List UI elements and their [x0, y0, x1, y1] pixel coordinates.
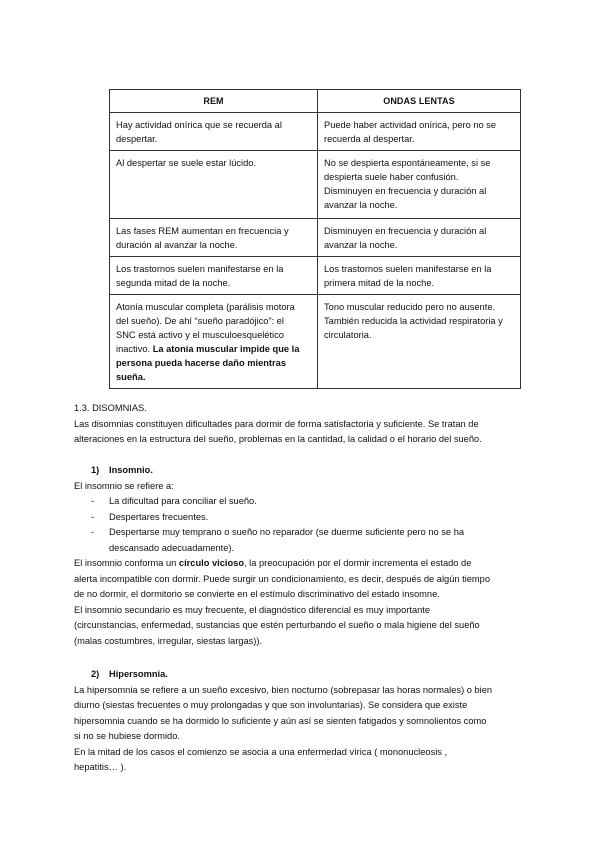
list-item-continuation: descansado adecuadamente). [109, 542, 235, 553]
cell-line: Puede haber actividad onírica, pero no se [324, 120, 497, 130]
disomnias-section [74, 401, 534, 448]
cell-line: primera mitad de la noche. [324, 278, 435, 288]
paragraph-line: (malas costumbres, irregular, siestas largas)). [74, 635, 263, 646]
cell-line: circulatoria. [324, 330, 372, 340]
list-item-text: Despertarse muy temprano o sueño no reparador (se duerme suficiente pero no se ha [109, 527, 465, 537]
list-item-text: Despertares frecuentes. [109, 511, 209, 522]
comparison-table [109, 89, 521, 389]
text-run: , la preocupación por el dormir incrementa el estado de [244, 558, 472, 568]
insomnio-heading [74, 463, 534, 479]
list-item [74, 494, 534, 510]
cell-bold-text: La atonía muscular impide que la [152, 344, 300, 354]
paragraph-line: alerta incompatible con dormir. Puede surgir un condicionamiento, es decir, después de algún tiempo [74, 573, 491, 584]
section-intro-line: alteraciones en la estructura del sueño, problemas en la cantidad, la calidad o el horario del sueño. [74, 434, 482, 444]
header-ondas-lentas: ONDAS LENTAS [318, 90, 521, 113]
text-run: El insomnio conforma un [74, 558, 179, 568]
paragraph-line: El insomnio secundario es muy frecuente, el diagnóstico diferencial es muy importante [74, 604, 431, 615]
dash-bullet: - [91, 527, 95, 537]
list-item-text: La dificultad para conciliar el sueño. [109, 496, 257, 506]
cell-line: Disminuyen en frecuencia y duración al [324, 226, 487, 236]
section-title: 1.3. DISOMNIAS. [74, 403, 147, 413]
dash-bullet: - [91, 496, 95, 506]
paragraph-line: En la mitad de los casos el comienzo se asocia a una enfermedad vírica ( mononucleosis , [74, 746, 448, 757]
cell-line: avanzar la noche. [324, 200, 398, 210]
list-item [74, 525, 534, 541]
cell-line: despertar. [116, 134, 158, 144]
ondas-cell [318, 257, 521, 295]
rem-cell [110, 151, 318, 219]
table-row [110, 295, 521, 389]
ondas-cell [318, 151, 521, 219]
table-row [110, 219, 521, 257]
cell-line: Atonía muscular completa (parálisis motora [116, 302, 295, 312]
cell-line: avanzar la noche. [324, 240, 398, 250]
cell-line: Los trastornos suelen manifestarse en la [116, 264, 284, 274]
paragraph-line: hepatitis… ). [74, 762, 127, 772]
cell-line: Tono muscular reducido pero no ausente. [324, 302, 496, 312]
rem-cell [110, 113, 318, 151]
cell-line: También reducida la actividad respiratoria y [324, 316, 503, 326]
hipersomnia-number: 2) [91, 669, 100, 679]
cell-line [116, 342, 311, 356]
insomnio-section [74, 463, 534, 649]
insomnio-lead: El insomnio se refiere a: [74, 480, 174, 491]
bold-term: círculo vicioso [178, 558, 245, 568]
cell-bold-line: persona pueda hacerse daño mientras [116, 358, 286, 368]
ondas-cell [318, 113, 521, 151]
paragraph-line: (circunstancias, enfermedad, sustancias que estén perturbando el sueño o mala higiene del sueño [74, 620, 480, 630]
cell-line: Las fases REM aumentan en frecuencia y [116, 226, 289, 236]
header-rem: REM [110, 90, 318, 113]
rem-cell [110, 257, 318, 295]
table-row [110, 257, 521, 295]
paragraph-line: si no se hubiese dormido. [74, 731, 180, 741]
table-row [110, 113, 521, 151]
rem-cell [110, 295, 318, 389]
cell-line: Disminuyen en frecuencia y duración al [324, 186, 487, 196]
table-row [110, 151, 521, 219]
dash-bullet: - [91, 511, 95, 522]
paragraph-line [74, 556, 534, 572]
cell-bold-line: sueña. [116, 372, 146, 382]
cell-line: Hay actividad onírica que se recuerda al [116, 120, 282, 130]
insomnio-title: Insomnio. [109, 465, 153, 475]
cell-line: No se despierta espontáneamente, si se [324, 158, 491, 168]
ondas-cell [318, 219, 521, 257]
cell-line: del sueño). De ahí “sueño paradójico”: el [116, 316, 284, 326]
hipersomnia-title: Hipersomnia. [109, 669, 168, 679]
insomnio-number: 1) [91, 465, 100, 475]
hipersomnia-section [74, 667, 534, 776]
cell-line: segunda mitad de la noche. [116, 278, 231, 288]
paragraph-line: hipersomnia cuando se ha dormido lo suficiente y aún así se sienten fatigados y somnolientos como [74, 715, 487, 726]
cell-line: duración al avanzar la noche. [116, 240, 238, 250]
cell-line: recuerda al despertar. [324, 134, 415, 144]
cell-line: SNC está activo y el musculoesquelético [116, 330, 284, 340]
table-header-row [110, 90, 521, 113]
paragraph-line: de no dormir, el dormitorio se convierte en el estímulo discriminativo del estado insomne. [74, 589, 440, 599]
cell-line: Al despertar se suele estar lúcido. [116, 158, 257, 168]
paragraph-line: La hipersomnia se refiere a un sueño excesivo, bien nocturno (sobrepasar las horas normales) o bien [74, 684, 493, 695]
cell-text: inactivo. [116, 344, 153, 354]
cell-line: despierta suele haber confusión. [324, 172, 459, 182]
paragraph-line: diurno (siestas frecuentes o muy prolongadas y que son involuntarias). Se considera que existe [74, 700, 468, 710]
rem-cell [110, 219, 318, 257]
section-intro-line: Las disomnias constituyen dificultades para dormir de forma satisfactoria y suficiente. Se tratan de [74, 418, 479, 429]
list-item [74, 510, 534, 526]
hipersomnia-heading [74, 667, 534, 683]
cell-line: Los trastornos suelen manifestarse en la [324, 264, 492, 274]
ondas-cell [318, 295, 521, 389]
